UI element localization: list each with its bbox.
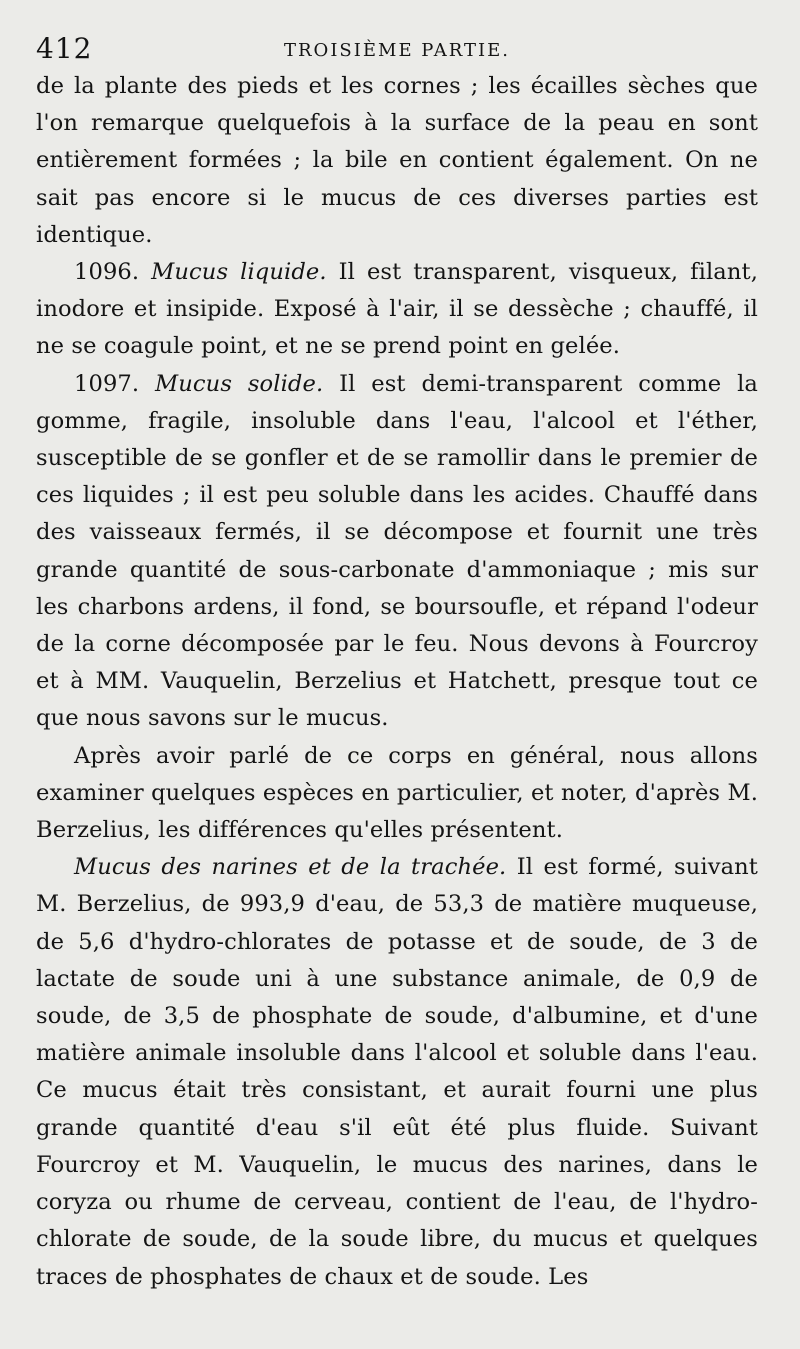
paragraph-heading: Mucus des narines et de la trachée.	[74, 854, 507, 881]
paragraph-text: Il est formé, suivant M. Berzelius, de 993,9 d'eau, de 53,3 de matière muqueuse, de 5,6 d'hydro-chlorates de potasse et de soude, de 3 de lactate de soude uni à une substance animale, de 0,9 de soude, de 3,5 de phosphate de soude, d'albumine, et d'une matière animale insoluble dans l'alcool et soluble dans l'eau. Ce mucus était très consistant, et aurait fourni une plus grande quantité d'eau s'il eût été plus fluide. Suivant Fourcroy et M. Vauquelin, le mucus des narines, dans le coryza ou rhume de cerveau, contient de l'eau, de l'hydro-chlorate de soude, de la soude libre, du mucus et quelques traces de phosphates de chaux et de soude. Les	[36, 854, 758, 1290]
paragraph-general	[36, 738, 758, 850]
paragraph-text: Il est transparent, visqueux, filant, inodore et insipide. Exposé à l'air, il se dessèche ; chauffé, il ne se coagule point, et ne se prend point en gelée.	[36, 259, 758, 360]
page-header	[36, 26, 758, 68]
body-text	[36, 68, 758, 1296]
paragraph-1097	[36, 366, 758, 738]
paragraph-continuation	[36, 68, 758, 254]
paragraph-heading: Mucus solide.	[155, 370, 324, 397]
paragraph-text: Après avoir parlé de ce corps en général, nous allons examiner quelques espèces en particulier, et noter, d'après M. Berzelius, les différences qu'elles présentent.	[36, 742, 758, 844]
paragraph-text: Il est demi-transparent comme la gomme, fragile, insoluble dans l'eau, l'alcool et l'éther, susceptible de se gonfler et de se ramollir dans le premier de ces liquides ; il est peu soluble dans les acides. Chauffé dans des vaisseaux fermés, il se décompose et fournit une très grande quantité de sous-carbonate d'ammoniaque ; mis sur les charbons ardens, il fond, se boursoufle, et répand l'odeur de la corne décomposée par le feu. Nous devons à Fourcroy et à MM. Vauquelin, Berzelius et Hatchett, presque tout ce que nous savons sur le mucus.	[36, 370, 758, 732]
paragraph-number: 1096.	[74, 259, 140, 286]
page-number: 412	[36, 32, 93, 65]
running-head: TROISIÈME PARTIE.	[284, 40, 510, 61]
paragraph-mucus-narines	[36, 849, 758, 1295]
paragraph-text: de la plante des pieds et les cornes ; les écailles sèches que l'on remarque quelquefois à la surface de la peau en sont entièrement formées ; la bile en contient également. On ne sait pas encore si le mucus de ces diverses parties est identique.	[36, 73, 758, 248]
paragraph-number: 1097.	[74, 370, 140, 397]
paragraph-heading: Mucus liquide.	[151, 259, 327, 286]
paragraph-1096	[36, 254, 758, 366]
